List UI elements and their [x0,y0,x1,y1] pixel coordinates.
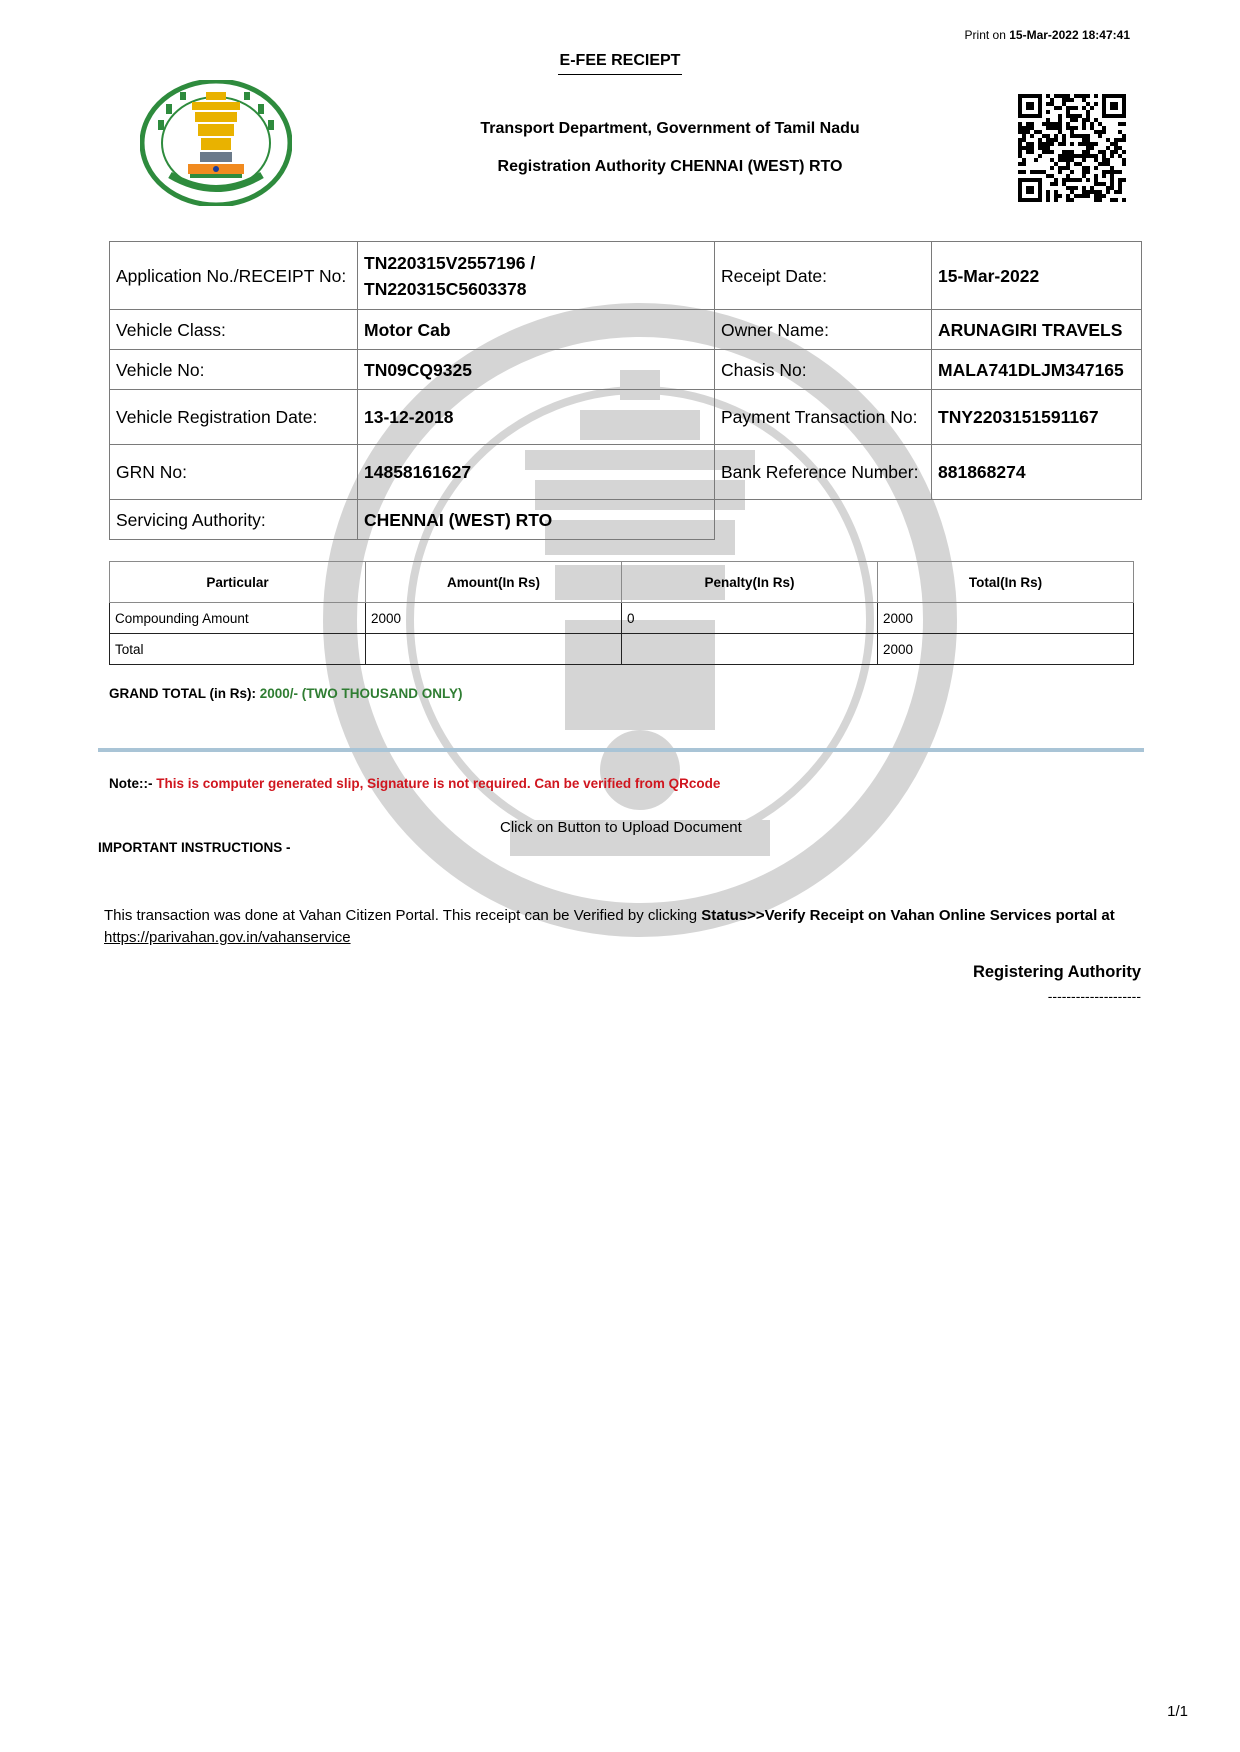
fee-table [109,561,1134,665]
header-penalty: Penalty(In Rs) [622,562,878,603]
header-total: Total(In Rs) [878,562,1134,603]
tamil-nadu-emblem-logo [140,80,292,206]
department-name: Transport Department, Government of Tamil Nadu [480,120,860,137]
table-row [110,500,1142,540]
transaction-text: This transaction was done at Vahan Citizen Portal. This receipt can be Verified by clicking [104,907,698,924]
fee-table-header [110,562,1134,603]
total-row-total: 2000 [878,634,1134,665]
registration-date-label: Vehicle Registration Date: [110,390,358,445]
payment-transaction-label: Payment Transaction No: [715,390,932,445]
grn-no-label: GRN No: [110,445,358,500]
servicing-authority-label: Servicing Authority: [110,500,358,540]
grand-total-value: 2000/- (TWO THOUSAND ONLY) [259,686,463,701]
bank-reference-value: 881868274 [932,445,1142,500]
receipt-title [0,52,1240,70]
application-no-line-2: TN220315C5603378 [364,278,527,299]
table-row [110,310,1142,350]
header-amount: Amount(In Rs) [366,562,622,603]
chasis-no-value: MALA741DLJM347165 [932,350,1142,390]
vehicle-no-value: TN09CQ9325 [358,350,715,390]
note-text: This is computer generated slip, Signature is not required. Can be verified from QRcode [156,776,721,791]
total-row-penalty [622,634,878,665]
header-particular: Particular [110,562,366,603]
application-no-label: Application No./RECEIPT No: [110,242,358,310]
vehicle-class-value: Motor Cab [358,310,715,350]
receipt-date-label: Receipt Date: [715,242,932,310]
table-row [110,350,1142,390]
grn-no-value: 14858161627 [358,445,715,500]
total-row-label: Total [110,634,366,665]
vahan-service-link[interactable]: https://parivahan.gov.in/vahanservice [104,929,351,946]
row-amount: 2000 [366,603,622,634]
grand-total [109,686,463,701]
servicing-authority-value: CHENNAI (WEST) RTO [358,500,715,540]
row-total: 2000 [878,603,1134,634]
vehicle-no-label: Vehicle No: [110,350,358,390]
registration-authority-name: Registration Authority CHENNAI (WEST) RTO [497,158,843,175]
transaction-bold-text: Status>>Verify Receipt on Vahan Online Services portal at [701,907,1115,924]
transaction-info [104,905,1154,949]
owner-name-label: Owner Name: [715,310,932,350]
registration-date-value: 13-12-2018 [358,390,715,445]
table-row [110,603,1134,634]
payment-transaction-value: TNY2203151591167 [932,390,1142,445]
chasis-no-label: Chasis No: [715,350,932,390]
table-row [110,242,1142,310]
note [109,776,720,791]
table-row [110,445,1142,500]
application-no-value [358,242,715,310]
print-datetime-line [965,28,1130,42]
note-label: Note::- [109,776,153,791]
qr-code [1018,94,1126,202]
registering-authority: Registering Authority [972,963,1141,981]
signature-dashes: -------------------- [1047,988,1141,1004]
upload-document-text: Click on Button to Upload Document [500,819,742,836]
table-row [110,634,1134,665]
print-prefix: Print on [964,28,1006,42]
vehicle-class-label: Vehicle Class: [110,310,358,350]
page-number: 1/1 [1167,1703,1188,1720]
table-row [110,390,1142,445]
important-instructions-label: IMPORTANT INSTRUCTIONS - [98,840,291,855]
vehicle-details-table [109,241,1142,540]
receipt-date-value: 15-Mar-2022 [932,242,1142,310]
bank-reference-label: Bank Reference Number: [715,445,932,500]
total-row-amount [366,634,622,665]
print-datetime: 15-Mar-2022 18:47:41 [1009,28,1130,42]
grand-total-label: GRAND TOTAL (in Rs): [109,686,256,701]
row-penalty: 0 [622,603,878,634]
owner-name-value: ARUNAGIRI TRAVELS [932,310,1142,350]
row-particular: Compounding Amount [110,603,366,634]
receipt-title-text: E-FEE RECIEPT [558,52,683,75]
empty-cell [715,500,1142,540]
section-divider [98,748,1144,752]
application-no-line-1: TN220315V2557196 / [364,252,536,273]
